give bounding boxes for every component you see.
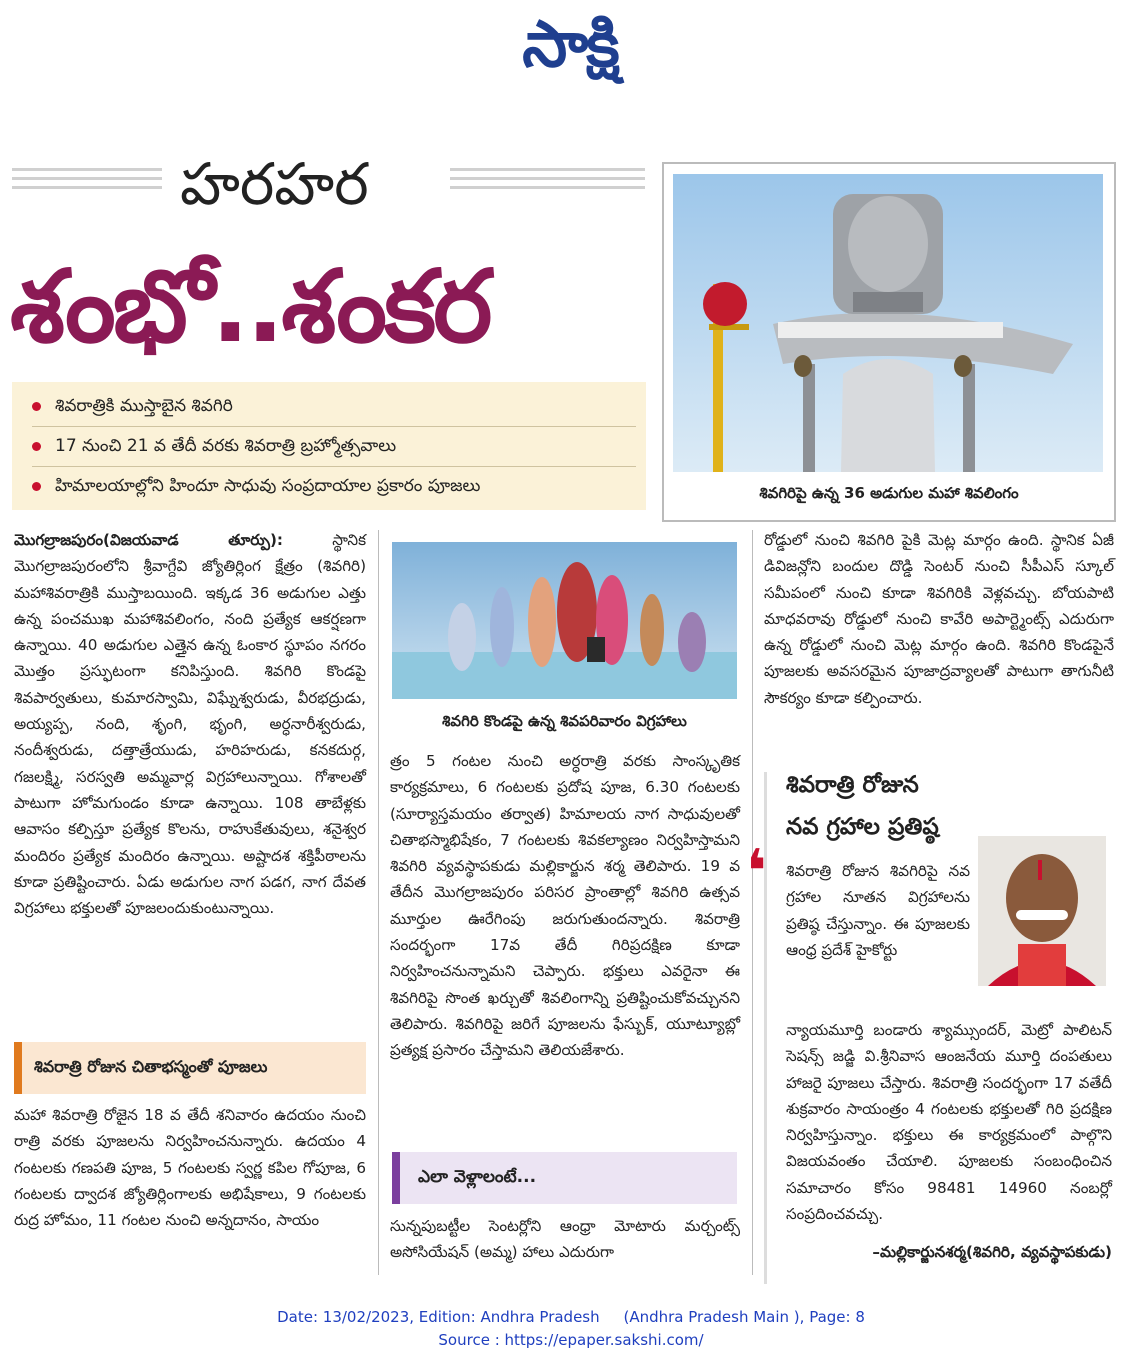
subheading: శివరాత్రి రోజున చితాభస్మంతో పూజలు [34,1057,268,1076]
kicker-rules-right [450,168,645,189]
subheading: ఎలా వెళ్లాలంటే... [418,1167,537,1187]
photo-caption: శివగిరిపై ఉన్న 36 అడుగుల మహా శివలింగం [759,484,1019,502]
headline-kicker: హరహర [180,150,369,218]
column-divider [378,530,379,1275]
article-body-col1 [14,527,366,921]
bullet-icon [32,402,41,411]
footer-source: Source : https://epaper.sakshi.com/ [438,1331,704,1349]
footer-dateline: Date: 13/02/2023, Edition: Andhra Pradesh (Andhra Pradesh Main ), Page: 8 [277,1308,865,1326]
divider [32,426,636,427]
shiva-parivar-photo [392,542,737,699]
highlights-box [12,382,646,510]
body-text: స్థానిక మొగల్రాజపురంలోని శ్రీవాగ్దేవి జ్యోతిర్లింగ క్షేత్రం (శివగిరి) మహాశివరాత్రికి ముస్తాబయింది. ఇక్కడ 36 అడుగుల ఎత్తు ఉన్న పంచముఖ మహాశివలింగం, నంది ప్రత్యేక ఆకర్షణగా ఉన్నాయి. 40 అడుగుల ఎత్తైన ఉన్న ఓంకార స్థూపం నగరం మొత్తం ప్రస్ఫుటంగా కనిపిస్తుంది. శివగిరి కొండపై శివపార్వతులు, కుమారస్వామి, విఘ్నేశ్వరుడు, వీరభద్రుడు, అయ్యప్ప, నంది, శృంగి, భృంగి, అర్ధనారీశ్వరుడు, నందీశ్వరుడు, దత్తాత్రేయుడు, హరిహరుడు, కనకదుర్గ, గజలక్ష్మి, సరస్వతి అమ్మవార్ల విగ్రహాలున్నాయి. గోశాలతో పాటుగా హోమగుండం కూడా ఉన్నాయి. 108 తాబేళ్లకు ఆవాసం కల్పిస్తూ ప్రత్యేక కొలను, రాహుకేతువులు, శనైశ్వర మందిరం ప్రత్యేక మందిరం ఉన్నాయి. అష్టాదశ శక్తిపీఠాలను కూడా ప్రతిష్టించారు. ఏడు అడుగుల నాగ పడగ, నాగ దేవత విగ్రహాలు భక్తులతో పూజలందుకుంటున్నాయి. [14,531,366,918]
quote-text-top: శివరాత్రి రోజున శివగిరిపై నవ గ్రహాల నూతన విగ్రహాలను ప్రతిష్ఠ చేస్తున్నాం. ఈ పూజలకు ఆంధ్ర ప్రదేశ్ హైకోర్టు [786,862,970,959]
mallikarjuna-sharma-portrait [978,836,1106,986]
photo-caption: శివగిరి కొండపై ఉన్న శివపరివారం విగ్రహాలు [442,712,687,730]
shivalingam-photo [673,174,1103,472]
bullet-icon [32,442,41,451]
article-body-col2: త్రం 5 గంటల నుంచి అర్ధరాత్రి వరకు సాంస్కృతిక కార్యక్రమాలు, 6 గంటలకు ప్రదోష పూజ, 6.30 గంటలకు (సూర్యాస్తమయం తర్వాత) హిమాలయ నాగ సాధువులతో చితాభస్మాభిషేకం, 7 గంటలకు శివకల్యాణం నిర్వహిస్తామని శివగిరి వ్యవస్థాపకుడు మల్లికార్జున శర్మ తెలిపారు. 19 వ తేదీన మొగల్రాజపురం పరిసర ప్రాంతాల్లో శివగిరి ఉత్సవ మూర్తుల ఊరేగింపు జరుగుతుందన్నారు. శివరాత్రి సందర్భంగా 17వ తేదీ గిరిప్రదక్షిణ కూడా నిర్వహించనున్నామని చెప్పారు. భక్తులు ఎవరైనా ఈ శివగిరిపై సొంత ఖర్చుతో శివలింగాన్ని ప్రతిష్టించుకోవచ్చునని తెలిపారు. శివగిరిపై జరిగే పూజలను ఫేస్బుక్, యూట్యూబ్లో ప్రత్యక్ష ప్రసారం చేస్తామని తెలియజేశారు. [390,752,740,1060]
side-heading: శివరాత్రి రోజున [786,772,919,798]
kicker-rules-left [12,168,162,189]
dateline: మొగల్రాజపురం(విజయవాడ తూర్పు): [14,531,283,549]
masthead [0,0,1142,120]
sakshi-logo [470,8,670,108]
banner-flag [14,1042,22,1094]
subheading-banner-1 [14,1042,366,1094]
subheading-banner-2 [392,1152,737,1204]
article-body-sub1: మహా శివరాత్రి రోజైన 18 వ తేదీ శనివారం ఉదయం నుంచి రాత్రి వరకు పూజలను నిర్వహించనున్నారు. ఉదయం 4 గంటలకు గణపతి పూజ, 5 గంటలకు స్వర్ణ కపిల గోపూజ, 6 గంటలకు ద్వాదశ జ్యోతిర్లింగాలకు అభిషేకాలు, 9 గంటలకు రుద్ర హోమం, 11 గంటల నుంచి అన్నదానం, సాయం [14,1106,366,1230]
shivalingam-photo-frame [662,162,1116,522]
highlight-item: 17 నుంచి 21 వ తేదీ వరకు శివరాత్రి బ్రహ్మోత్సవాలు [32,436,396,460]
banner-flag [392,1152,400,1204]
bullet-icon [32,482,41,491]
article-body-col3: రోడ్డులో నుంచి శివగిరి పైకి మెట్ల మార్గం ఉంది. స్థానిక ఏజీ డివిజన్లోని బందుల దొడ్డి సెంటర్ నుంచి సీపీఎస్ స్కూల్ సమీపంలో నుంచి కూడా శివగిరికి వెళ్లవచ్చు. బోయపాటి మాధవరావు రోడ్డులో నుంచి కావేరి అపార్ట్మెంట్స్ ఎదురుగా ఉన్న రోడ్డులో నుంచి మెట్ల మార్గం ఉంది. శివగిరి కొండపైనే పూజలకు అవసరమైన పూజాద్రవ్యాలతో పాటుగా తాగునీటి సౌకర్యం కూడా కల్పించారు. [764,531,1114,707]
divider [32,466,636,467]
quote-text-bottom: న్యాయమూర్తి బండారు శ్యామ్సుందర్, మెట్రో పాలిటన్ సెషన్స్ జడ్జి వి.శ్రీనివాస ఆంజనేయ మూర్తి దంపతులు హాజరై పూజలు చేస్తారు. శివరాత్రి సందర్భంగా 17 వతేదీ శుక్రవారం సాయంత్రం 4 గంటలకు భక్తులతో గిరి ప్రదక్షిణ నిర్వహిస్తున్నాం. భక్తులు ఈ కార్యక్రమంలో పాల్గొని విజయవంతం చేయాలి. పూజలకు సంబంధించిన సమాచారం కోసం 98481 14960 నంబర్లో సంప్రదించవచ్చు. [786,1021,1112,1224]
quote-attribution: –మల్లికార్జునశర్మ(శివగిరి, వ్యవస్థాపకుడు) [872,1243,1112,1261]
article-body-sub2: సున్నపుబట్టీల సెంటర్లోని ఆంధ్రా మోటారు మర్చంట్స్ అసోసియేషన్ (అమ్మ) హాలు ఎదురుగా [390,1217,740,1262]
headline: శంభో..శంకర [10,248,490,365]
side-heading: నవ గ్రహాల ప్రతిష్ఠ [786,814,939,840]
quote-mark-icon: ❛ [746,837,767,907]
highlight-item: హిమాలయాల్లోని హిందూ సాధువు సంప్రదాయాల ప్రకారం పూజలు [32,476,480,500]
logo-text: సాక్షి [522,8,618,82]
highlight-item: శివరాత్రికి ముస్తాబైన శివగిరి [32,396,233,420]
